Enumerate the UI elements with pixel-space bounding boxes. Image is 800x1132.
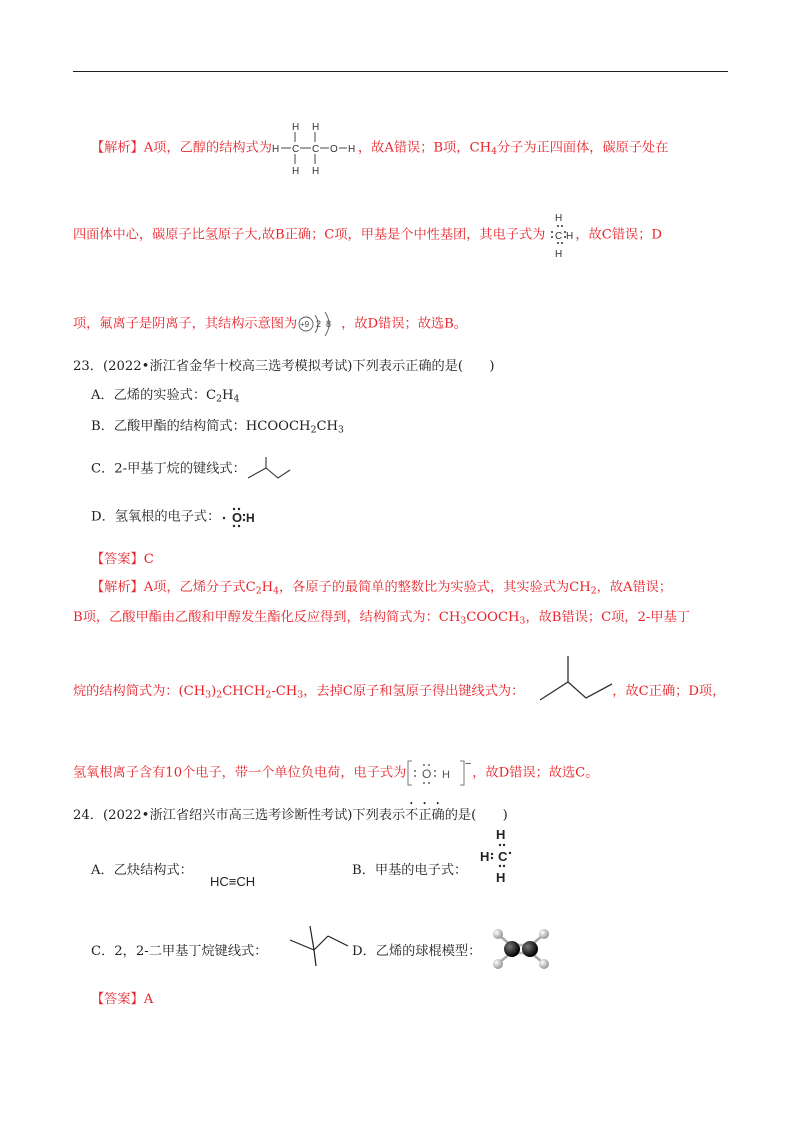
q24-answer: 【答案】A (91, 992, 154, 1007)
ethanol-structure-image (272, 120, 358, 176)
svg-text:H: H (311, 122, 320, 133)
svg-text:O: O (422, 767, 432, 781)
methylbutane-skeletal-large (538, 654, 614, 704)
acetylene-formula: HC≡CH (210, 874, 256, 889)
q23-analysis-line4: 氢氧根离子含有10个电子，带一个单位负电荷，电子式为 O H − ，故D错误；故选C。 (73, 758, 598, 788)
svg-text:+9: +9 (300, 320, 310, 329)
svg-text:H: H (291, 122, 300, 133)
ethanol-h-left: H (271, 144, 280, 155)
q22-analysis-line2: 四面体中心，碳原子比氢原子大,故B正确；C项，甲基是个中性基团，其电子式为 H C H H ，故C错误；D (73, 213, 662, 258)
q23-stem: 23．(2022•浙江省金华十校高三选考模拟考试)下列表示正确的是( ) (73, 359, 495, 374)
svg-text:H: H (442, 769, 451, 781)
svg-text:−: − (465, 758, 472, 770)
svg-text:H: H (347, 144, 356, 155)
methyl-electron-formula-image (545, 212, 575, 258)
svg-text:C: C (291, 144, 300, 155)
q24-option-c: C．2，2-二甲基丁烷键线式： (91, 944, 268, 959)
q24-option-a: A．乙炔结构式： (91, 863, 193, 878)
q24-option-b: B．甲基的电子式： (352, 863, 468, 878)
svg-text:O: O (232, 510, 243, 525)
q22-analysis-line3: 项，氟离子是阴离子，其结构示意图为 +9 2 8 ，故D错误；故选B。 (73, 309, 467, 339)
svg-text:H: H (566, 231, 574, 242)
q23-option-d: D．氢氧根的电子式： O H (91, 506, 260, 528)
q23-analysis-line1: 【解析】A项，乙烯分子式$C_2H_4$，各原子的最简单的整数比为实验式，其实验式为$CH_2$，故A错误； (91, 580, 673, 597)
hydroxide-electron-small (220, 506, 260, 528)
svg-text:H: H (496, 827, 506, 842)
fluoride-structure-diagram (297, 309, 341, 339)
hydroxide-ion-electron-formula (406, 758, 472, 788)
q23-answer: 【答案】C (91, 552, 154, 567)
header-rule (73, 71, 728, 72)
svg-text:H: H (496, 870, 506, 884)
svg-text:H: H (555, 249, 563, 258)
svg-text:H: H (246, 511, 255, 525)
q23-option-c: C．2-甲基丁烷的键线式： (91, 456, 292, 482)
methylbutane-skeletal-small (246, 456, 292, 482)
svg-text:H: H (555, 213, 563, 224)
svg-text:2: 2 (316, 319, 322, 329)
svg-text:H: H (311, 166, 320, 176)
ethylene-ball-stick-model (490, 926, 552, 972)
svg-text:8: 8 (326, 319, 332, 329)
q23-option-b: B．乙酸甲酯的结构简式：$HCOOCH_2CH_3$ (91, 419, 344, 436)
svg-text:C: C (311, 144, 320, 155)
q23-option-a: A．乙烯的实验式：$C_2H_4$ (91, 388, 240, 405)
q24-stem: 24．(2022•浙江省绍兴市高三选考诊断性考试)下列表示不正确的是( ) (73, 808, 508, 823)
svg-text:H: H (291, 166, 300, 176)
q24-option-d: D．乙烯的球棍模型： (352, 944, 482, 959)
svg-text:O: O (329, 144, 338, 155)
q22-analysis-line1: 【解析】A项，乙醇的结构式为 H H H C C O H H H ，故A错误；B项，$CH_4$分子为正四面体，碳原子处在 (91, 122, 669, 176)
dimethylbutane-skeletal (288, 916, 350, 968)
svg-text:H: H (480, 849, 490, 864)
q23-analysis-line3: 烷的结构简式为：$(CH_3)_2CHCH_2-CH_3$，去掉C原子和氢原子得出键线式为： ，故C正确；D项， (73, 684, 726, 701)
q23-analysis-line2: B项，乙酸甲酯由乙酸和甲醇发生酯化反应得到，结构简式为：$CH_3COOCH_3$，故B错误；C项，2-甲基丁 (73, 610, 690, 627)
methyl-electron-formula-bold (476, 826, 520, 884)
svg-text:C: C (555, 231, 563, 242)
svg-text:C: C (498, 849, 508, 864)
